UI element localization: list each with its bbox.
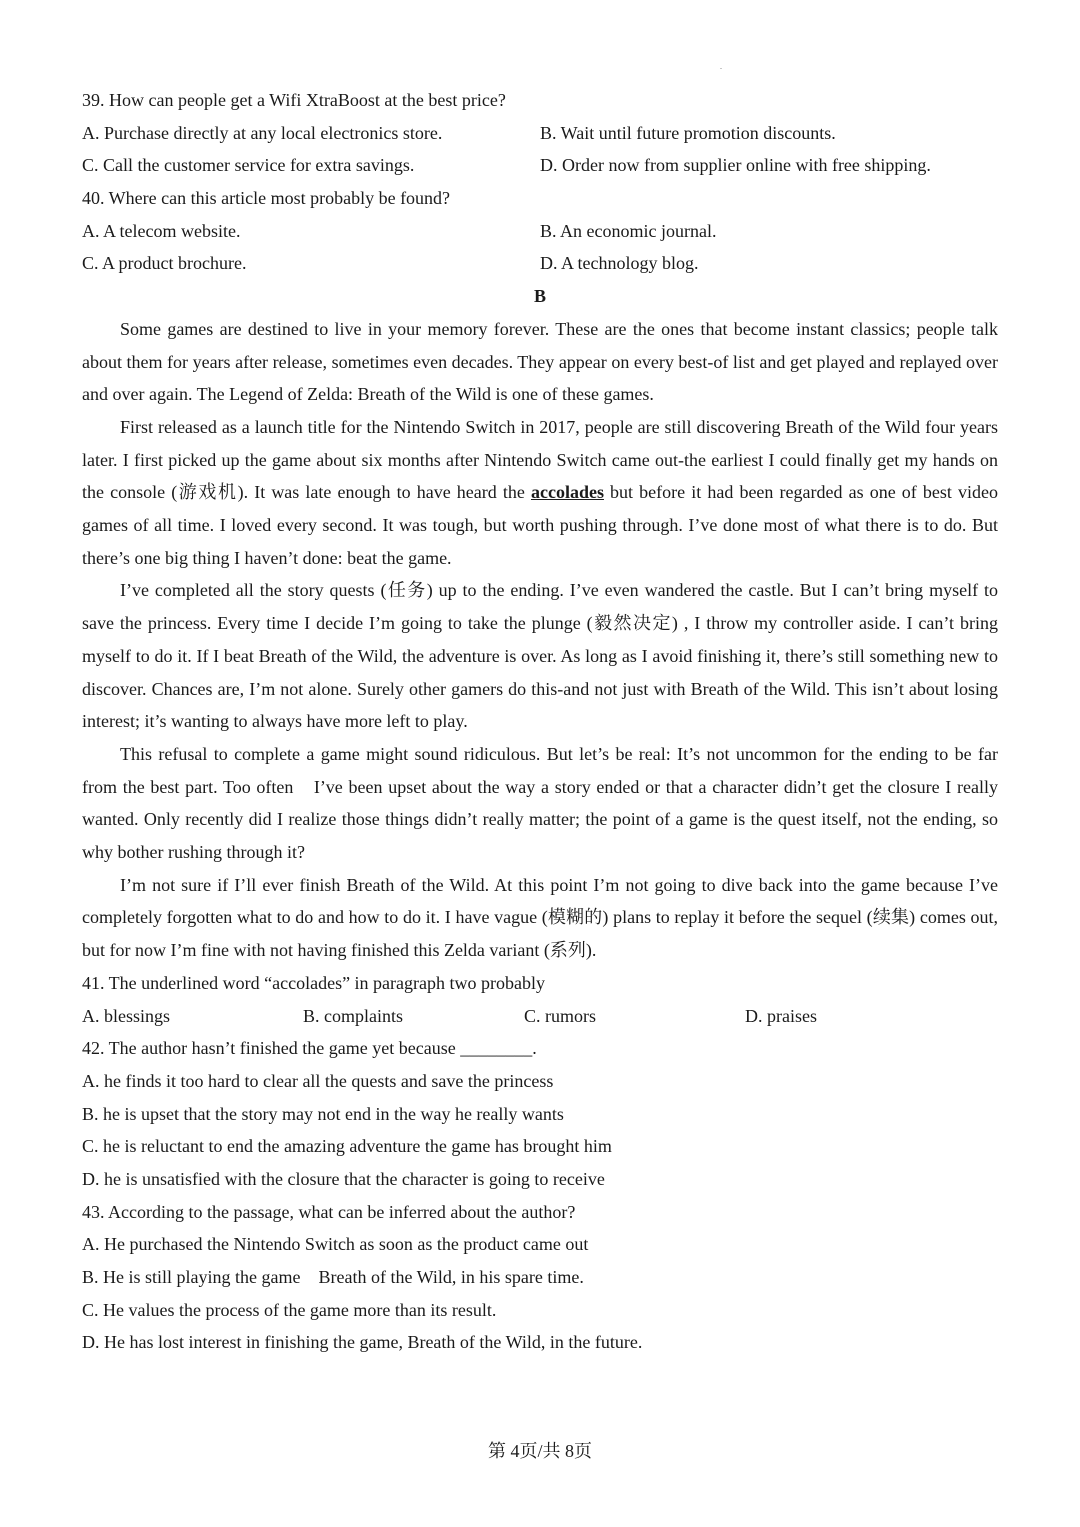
q43-stem: 43. According to the passage, what can be inferred about the author?: [82, 1201, 576, 1222]
page-number-footer: 第 4页/共 8页: [487, 1441, 592, 1461]
q41-stem: 41. The underlined word “accolades” in paragraph two probably: [82, 972, 545, 993]
q40-option-c: C. A product brochure.: [82, 253, 247, 274]
q41-option-a: A. blessings: [82, 1005, 171, 1026]
q41-options-row: [82, 1000, 998, 1033]
q40-options-row-2: [82, 247, 998, 280]
q39-option-c: C. Call the customer service for extra savings.: [82, 155, 415, 176]
q42-option-c: C. he is reluctant to end the amazing adventure the game has brought him: [82, 1136, 612, 1157]
exam-page: [82, 84, 998, 1359]
passage-paragraph-4: This refusal to complete a game might sound ridiculous. But let’s be real: It’s not uncommon for the ending to be far from the best part. Too often I’ve been upset about the way a story ended or that a character didn’t get the closure I really wanted. Only recently did I realize those things didn’t really matter; the point of a game is the quest itself, not the ending, so why bother rushing through it?: [82, 743, 998, 863]
q43-option-a: A. He purchased the Nintendo Switch as soon as the product came out: [82, 1234, 589, 1255]
q42-option-b: B. he is upset that the story may not end in the way he really wants: [82, 1103, 564, 1124]
q43-option-c: C. He values the process of the game more than its result.: [82, 1299, 497, 1320]
passage-paragraph-3: I’ve completed all the story quests (任务) up to the ending. I’ve even wandered the castle. But I can’t bring myself to save the princess. Every time I decide I’m going to take the plunge (毅然决定) , I throw my controller aside. I can’t bring myself to do it. If I beat Breath of the Wild, the adventure is over. As long as I avoid finishing it, there’s still something new to discover. Chances are, I’m not alone. Surely other gamers do this-and not just with Breath of the Wild. This isn’t about losing interest; it’s wanting to always have more left to play.: [82, 580, 998, 732]
underlined-word-accolades: accolades: [530, 482, 604, 503]
q43-option-b: B. He is still playing the game Breath of the Wild, in his spare time.: [82, 1267, 584, 1288]
q42-option-d: D. he is unsatisfied with the closure that the character is going to receive: [82, 1169, 605, 1189]
q41-option-b: B. complaints: [303, 1005, 403, 1026]
q39-option-b: B. Wait until future promotion discounts.: [540, 122, 836, 143]
q40-option-a: A. A telecom website.: [82, 220, 241, 241]
passage-paragraph-2: [82, 411, 998, 575]
scan-speck: [720, 68, 722, 69]
section-b-title: B: [533, 286, 546, 307]
q39-option-a: A. Purchase directly at any local electronics store.: [82, 122, 443, 143]
q41-option-d: D. praises: [745, 1005, 817, 1026]
q39-stem: 39. How can people get a Wifi XtraBoost at the best price?: [82, 90, 506, 110]
paragraph-2-text-after: but before it had been regarded as one of best video games of all time. I loved every second. It was tough, but worth pushing through. I’ve done most of what there is to do. But there’s one big thing I haven’t done: beat the game.: [82, 482, 998, 568]
q40-stem: 40. Where can this article most probably be found?: [82, 188, 451, 209]
q40-option-d: D. A technology blog.: [540, 253, 699, 274]
q39-option-d: D. Order now from supplier online with free shipping.: [540, 155, 931, 176]
q40-option-b: B. An economic journal.: [540, 220, 717, 241]
q43-option-d: D. He has lost interest in finishing the game, Breath of the Wild, in the future.: [82, 1332, 643, 1353]
q40-options-row-1: [82, 215, 998, 248]
paragraph-2-text-before: First released as a launch title for the Nintendo Switch in 2017, people are still discovering Breath of the Wild four years later. I first picked up the game about six months after Nintendo Switch came out-the earliest I could finally get my hands on the console (游戏机). It was late enough to have heard the: [82, 416, 998, 503]
passage-paragraph-1: Some games are destined to live in your memory forever. These are the ones that become instant classics; people talk about them for years after release, sometimes even decades. They appear on every best-of list and get played and replayed over and over again. The Legend of Zelda: Breath of the Wild is one of these games.: [82, 318, 998, 405]
q42-option-a: A. he finds it too hard to clear all the quests and save the princess: [82, 1070, 554, 1091]
q42-stem: 42. The author hasn’t finished the game yet because ________.: [82, 1038, 537, 1059]
q39-options-row-1: [82, 117, 998, 150]
passage-paragraph-5: I’m not sure if I’ll ever finish Breath of the Wild. At this point I’m not going to dive back into the game because I’ve completely forgotten what to do and how to do it. I have vague (模糊的) plans to replay it before the sequel (续集) comes out, but for now I’m fine with not having finished this Zelda variant (系列).: [82, 874, 998, 961]
q39-options-row-2: [82, 149, 998, 182]
q41-option-c: C. rumors: [524, 1005, 596, 1026]
